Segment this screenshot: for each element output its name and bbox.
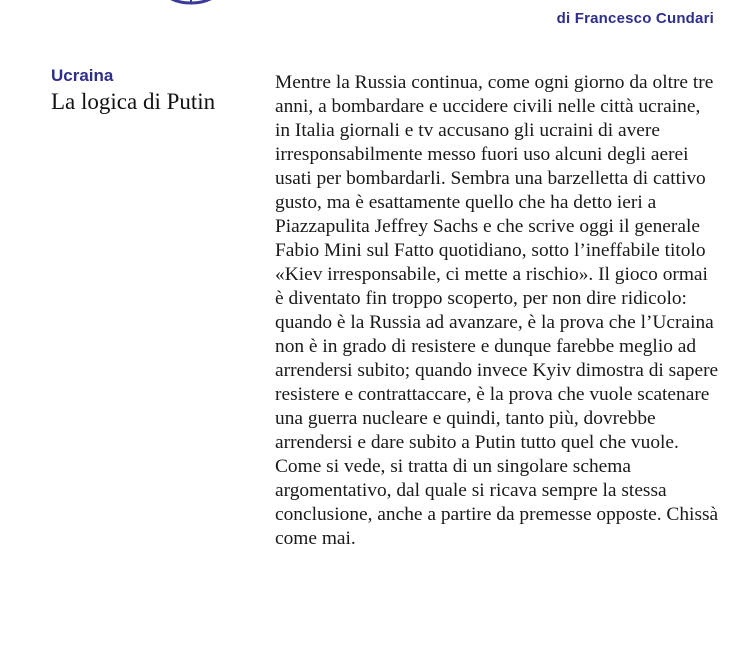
article-body: Mentre la Russia continua, come ogni giorno da oltre tre anni, a bombardare e uccidere civili nelle città ucraine, in Italia giornali e tv accusano gli ucraini di avere irresponsabilmente messo fuori uso alcuni degli aerei usati per bombardarli. Sembra una barzelletta di cattivo gusto, ma è esattamente quello che ha detto ieri a Piazzapulita Jeffrey Sachs e che scrive oggi il generale Fabio Mini sul Fatto quotidiano, sotto l’ineffabile titolo «Kiev irresponsabile, ci mette a rischio». Il gioco ormai è diventato fin troppo scoperto, per non dire ridicolo: quando è la Russia ad avanzare, è la prova che l’Ucraina non è in grado di resistere e dunque farebbe meglio ad arrendersi subito; quando invece Kyiv dimostra di sapere resistere e contrattaccare, è la prova che vuole scatenare una guerra nucleare e quindi, tanto più, dovrebbe arrendersi e dare subito a Putin tutto quel che vuole. Come si vede, si tratta di un singolare schema argomentativo, dal quale si ricava sempre la stessa conclusione, anche a partire da premesse opposte. Chissà come mai. — [275, 72, 719, 549]
logo-globe-icon — [156, 0, 226, 6]
article-title: La logica di Putin — [51, 89, 216, 114]
author-byline: di Francesco Cundari — [556, 10, 714, 27]
section-kicker: Ucraina — [51, 66, 114, 85]
newsletter-logo — [156, 0, 226, 6]
article-heading — [51, 66, 261, 116]
